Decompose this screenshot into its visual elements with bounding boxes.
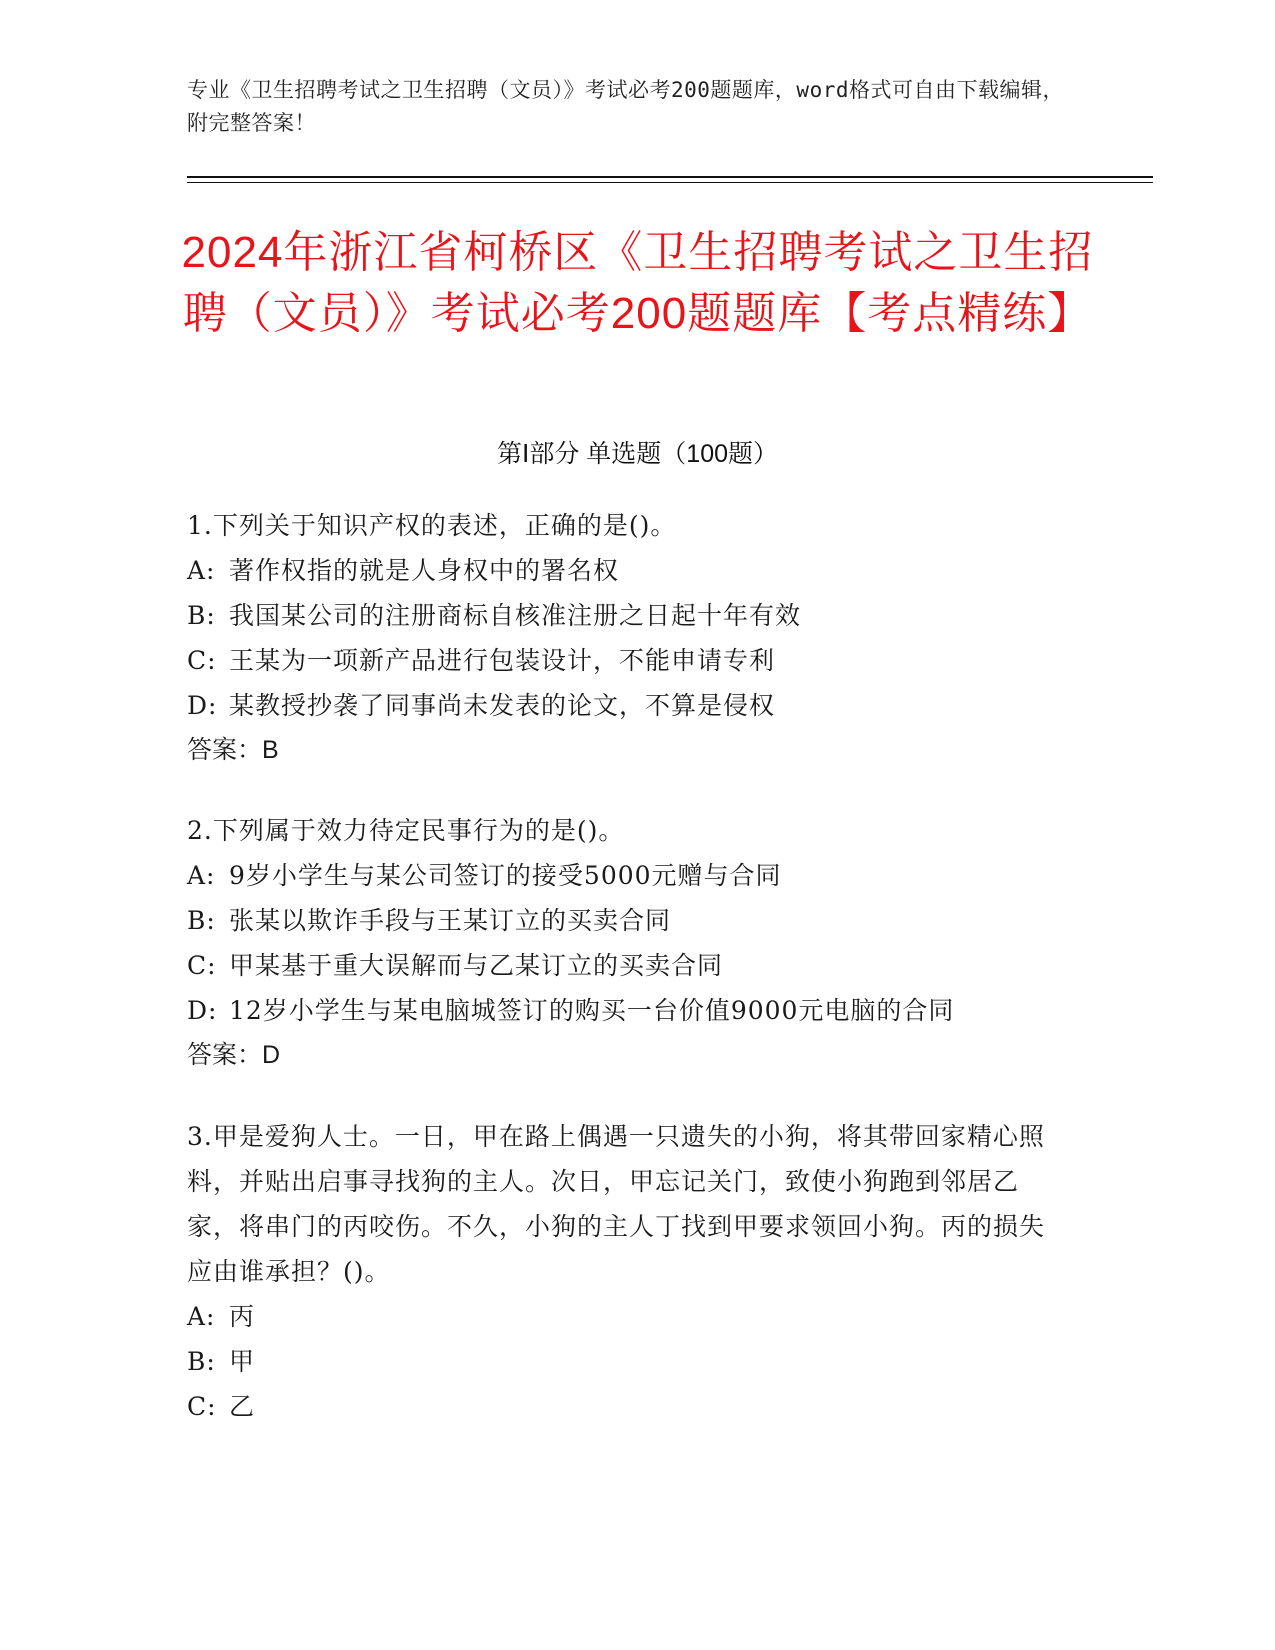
option-c	[187, 638, 1067, 683]
option-text: 甲	[229, 1347, 256, 1376]
answer-line: 答案：D	[187, 1041, 281, 1069]
option-text: 甲某基于重大误解而与乙某订立的买卖合同	[229, 951, 724, 980]
option-label: B:	[187, 906, 216, 935]
option-label: C:	[187, 951, 217, 980]
header-divider-thick	[187, 176, 1153, 178]
question-stem: 1.下列关于知识产权的表述，正确的是()。	[187, 511, 677, 540]
option-b	[187, 898, 1067, 943]
option-label: B:	[187, 1347, 216, 1376]
section-heading: 第Ⅰ部分 单选题（100题）	[496, 440, 779, 468]
option-text: 王某为一项新产品进行包装设计，不能申请专利	[229, 646, 776, 675]
option-text: 某教授抄袭了同事尚未发表的论文，不算是侵权	[229, 691, 776, 720]
option-label: A:	[187, 1302, 216, 1331]
option-label: C:	[187, 646, 217, 675]
option-a	[187, 548, 1067, 593]
option-label: A:	[187, 861, 216, 890]
question-stem: 3.甲是爱狗人士。一日，甲在路上偶遇一只遗失的小狗，将其带回家精心照料，并贴出启事寻找狗的主人。次日，甲忘记关门，致使小狗跑到邻居乙家，将串门的丙咬伤。不久，小狗的主人丁找到甲要求领回小狗。丙的损失应由谁承担？()。	[187, 1122, 1046, 1286]
option-b	[187, 593, 1067, 638]
option-label: A:	[187, 556, 216, 585]
option-c	[187, 1384, 1057, 1429]
option-b	[187, 1339, 1057, 1384]
option-text: 9岁小学生与某公司签订的接受5000元赠与合同	[229, 861, 782, 890]
option-text: 我国某公司的注册商标自核准注册之日起十年有效	[229, 601, 802, 630]
option-d	[187, 988, 1067, 1033]
option-c	[187, 943, 1067, 988]
option-label: D:	[187, 996, 218, 1025]
answer-line: 答案：B	[187, 736, 279, 764]
header-note: 专业《卫生招聘考试之卫生招聘（文员）》考试必考200题题库，word格式可自由下载编辑，附完整答案！	[187, 78, 1064, 135]
header-divider-thin	[187, 182, 1153, 183]
question-2	[187, 808, 1067, 1078]
option-text: 张某以欺诈手段与王某订立的买卖合同	[229, 906, 672, 935]
question-3	[187, 1114, 1057, 1429]
option-d	[187, 683, 1067, 728]
option-label: B:	[187, 601, 216, 630]
option-text: 乙	[229, 1392, 256, 1421]
option-text: 著作权指的就是人身权中的署名权	[229, 556, 620, 585]
option-label: D:	[187, 691, 218, 720]
option-text: 12岁小学生与某电脑城签订的购买一台价值9000元电脑的合同	[229, 996, 955, 1025]
question-stem: 2.下列属于效力待定民事行为的是()。	[187, 816, 625, 845]
question-1	[187, 503, 1067, 773]
option-a	[187, 853, 1067, 898]
option-a	[187, 1294, 1057, 1339]
document-title: 2024年浙江省柯桥区《卫生招聘考试之卫生招聘（文员）》考试必考200题题库【考点精练】	[181, 228, 1094, 338]
option-label: C:	[187, 1392, 217, 1421]
option-text: 丙	[229, 1302, 256, 1331]
